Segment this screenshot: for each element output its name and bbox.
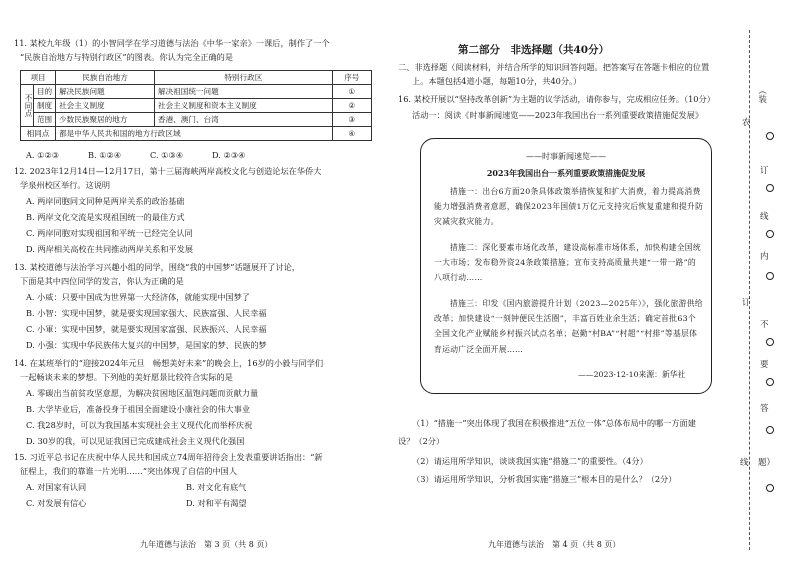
option-c[interactable]: C. ①③④ xyxy=(150,150,184,160)
q11-table xyxy=(20,70,372,141)
q12-stem-1: 12. 2023年12月14日—12月17日，第十三届海峡两岸高校文化与创造论坛在华侨大 xyxy=(14,166,322,176)
group-label: 不同点 xyxy=(21,85,34,126)
q12-option-d[interactable]: D. 两岸相关高校在共同推动两岸关系和平发展 xyxy=(26,244,194,254)
q15-option-d[interactable]: D. 对和平有渴望 xyxy=(186,498,247,508)
news-measure-3: 措施三：印发《国内旅游提升计划（2023—2025年）》，强化旅游供给改革；加快建设“一刻钟便民生活圈”，丰富百姓业余生活；确定首批63个全国文化产业赋能乡村振兴试点名单；赵勤“村BA”“村超”“村排”等基层体育运动广泛全面开展…… xyxy=(434,299,703,354)
option-b[interactable]: B. ①②④ xyxy=(88,150,122,160)
row-label: 制度 xyxy=(34,99,55,113)
gutter-char: 不 xyxy=(760,320,769,330)
gutter-char: 订 xyxy=(760,166,769,176)
table-cell: 社会主义制度 xyxy=(56,99,155,113)
gutter-char: 要 xyxy=(760,360,769,370)
q14-option-b[interactable]: B. 大学毕业后，准备投身于祖国全面建设小康社会的伟大事业 xyxy=(26,404,251,414)
news-measure-2: 措施二：深化要素市场化改革，建设高标准市场体系，加快构建全国统一大市场；发布稳外资24条政策措施；宣布支持高质量共建“一带一路”的八项行动…… xyxy=(434,243,701,283)
news-source: ——2023-12-10来源：新华社 xyxy=(578,370,686,379)
gutter-char: 订 xyxy=(742,298,751,308)
subquestion-1a: （1）“措施一”突出体现了我国在积极推进“五位一体”总体布局中的哪一方面建 xyxy=(412,418,696,428)
table-header-number: 序号 xyxy=(332,71,371,85)
option-a[interactable]: A. ①②③ xyxy=(26,150,60,160)
gutter-bottom-label: 题） xyxy=(758,458,776,468)
q11-stem-1: 11. 某校九年级（1）的小智同学在学习道德与法治《中华一家亲》一课后，制作了一个 xyxy=(14,38,330,48)
binding-hole-icon xyxy=(766,230,774,238)
table-cell: ② xyxy=(332,99,371,113)
q13-option-b[interactable]: B. 小智：实现中国梦，就是要实现国家强大、民族富强、人民幸福 xyxy=(26,308,267,318)
table-header-sar: 特别行政区 xyxy=(155,71,333,85)
table-cell: 少数民族聚居的地方 xyxy=(56,113,155,127)
binding-hole-icon xyxy=(766,338,774,346)
section-title: 第二部分 非选择题（共40分） xyxy=(458,44,610,56)
subquestion-2: （2）请运用所学知识，谈谈我国实施“措施二”的重要性。（4分） xyxy=(412,456,648,466)
q11-options xyxy=(26,150,274,160)
instruction-line-1: 二、非选择题（阅读材料，并结合所学的知识回答问题。把答案写在答题卡相应的位置 xyxy=(398,62,710,72)
q14-stem-2: 一起畅谈未来的梦想。下列他的美好愿景比较符合实际的是 xyxy=(20,372,233,382)
q13-option-c[interactable]: C. 小軍：实现中国梦，就是要实现国家富强、民族振兴、人民幸福 xyxy=(26,324,267,334)
binding-hole-icon xyxy=(766,184,774,192)
q14-option-a[interactable]: A. 零碳出当前贫攻坚意愿，为解决贫困地区温饱问题而贡献力量 xyxy=(26,388,259,398)
gutter-char: 农 xyxy=(742,118,751,128)
q11-stem-2: “民族自治地方与特别行政区”的图表。你认为完全正确的是 xyxy=(20,52,234,62)
q13-option-d[interactable]: D. 小强：实现中华民族伟大复兴的中国梦，是国家的梦、民族的梦 xyxy=(26,340,267,350)
q12-option-b[interactable]: B. 两岸文化交流是实现祖国统一的最佳方式 xyxy=(26,212,185,222)
table-header-autonomous: 民族自治地方 xyxy=(56,71,155,85)
same-text: 都是中华人民共和国的地方行政区域 xyxy=(56,127,333,141)
q15-options-row2 xyxy=(26,498,346,508)
news-title: 2023年我国出台一系列重要政策措施促发展 xyxy=(486,168,646,178)
same-label: 相同点 xyxy=(21,127,56,141)
q14-option-d[interactable]: D. 30岁的我，可以见证我国已完成建成社会主义现代化强国 xyxy=(26,436,245,446)
row-label: 范围 xyxy=(36,115,53,124)
same-number: ④ xyxy=(332,127,371,141)
binding-hole-icon xyxy=(766,484,774,492)
binding-hole-icon xyxy=(766,426,774,434)
q14-option-c[interactable]: C. 我28岁时，可以为我国基本实现社会主义现代化而举杯庆祝 xyxy=(26,420,253,430)
q13-option-a[interactable]: A. 小威：只要中国成为世界第一大经济体，就能实现中国梦了 xyxy=(26,292,250,302)
news-heading: ——时事新闻速览—— xyxy=(526,152,606,161)
row-label: 目的 xyxy=(34,85,55,99)
binding-dashed-line xyxy=(749,30,750,550)
q14-stem-1: 14. 在某班举行的“迎接2024年元旦 畅想美好未来”的晚会上，16岁的小毅与同学们 xyxy=(14,358,324,368)
q12-option-c[interactable]: C. 两岸同胞对实现祖国和平统一已经完全认同 xyxy=(26,228,193,238)
q15-stem-1: 15. 习近平总书记在庆祝中华人民共和国成立74周年招待会上发表重要讲话指出：“新 xyxy=(14,452,323,462)
page-footer-left: 九年道德与法治 第 3 页（共 8 页） xyxy=(140,540,273,549)
page-footer-right: 九年道德与法治 第 4 页（共 8 页） xyxy=(488,540,621,549)
gutter-char: 答 xyxy=(760,404,769,414)
q16-stem: 16. 某校开展以“坚持改革创新”为主题的议学活动，请你参与，完成相应任务。（10分） xyxy=(398,94,715,104)
q15-stem-2: 征程上，我们的靠谁一片光明……”突出体现了自信的中国人 xyxy=(20,466,238,476)
table-cell: ③ xyxy=(332,113,371,127)
q15-option-c[interactable]: C. 对发展有信心 xyxy=(26,498,87,508)
table-cell: 社会主义制度和资本主义制度 xyxy=(155,99,333,113)
table-cell: 香港、澳门、台湾 xyxy=(155,113,333,127)
binding-hole-icon xyxy=(766,378,774,386)
option-d[interactable]: D. ②③④ xyxy=(212,150,246,160)
subquestion-3: （3）请运用所学知识，分析我国实施“措施三”根本目的是什么？（2分） xyxy=(412,474,677,484)
subquestion-1b: 设？（2分） xyxy=(398,436,445,446)
right-page xyxy=(398,0,728,561)
table-cell: 解决祖国统一问题 xyxy=(155,85,333,99)
q12-stem-2: 学泉州校区举行。这说明 xyxy=(20,180,111,190)
gutter-char: 线 xyxy=(760,212,769,222)
gutter-char: 内 xyxy=(760,252,769,262)
binding-hole-icon xyxy=(766,132,774,140)
left-page xyxy=(0,0,390,561)
activity-line: 活动一：阅读《时事新闻速览——2023年我国出台一系列重要政策措施促发展》 xyxy=(412,110,704,120)
q13-stem-1: 13. 某校道德与法治学习兴趣小组的同学，围绕“我的中国梦”话题展开了讨论， xyxy=(14,262,300,272)
table-header-item: 项目 xyxy=(21,71,56,85)
q12-option-a[interactable]: A. 两岸同胞同文同种是两岸关系的政治基础 xyxy=(26,196,185,206)
news-measure-1: 措施一：出台6方面20条具体政策举措恢复和扩大消费，着力提高消费能力增强消费者意愿，确保2023年国债1万亿元支持灾后恢复重建和提升防灾减灾救灾能力。 xyxy=(434,187,704,227)
gutter-char: 线 xyxy=(740,458,749,468)
gutter-top-label: （装 xyxy=(756,86,767,103)
table-cell: ① xyxy=(332,85,371,99)
q15-option-b[interactable]: B. 对文化有底气 xyxy=(186,482,247,492)
q15-option-a[interactable]: A. 对国家有认同 xyxy=(26,482,87,492)
q13-stem-2: 下面是其中四位同学的发言，你认为正确的是 xyxy=(20,276,184,286)
table-cell: 解决民族问题 xyxy=(56,85,155,99)
q15-options-row1 xyxy=(26,482,346,492)
instruction-line-2: 上。本题包括4道小题，每题10分，共40分。） xyxy=(412,76,582,86)
binding-hole-icon xyxy=(766,272,774,280)
